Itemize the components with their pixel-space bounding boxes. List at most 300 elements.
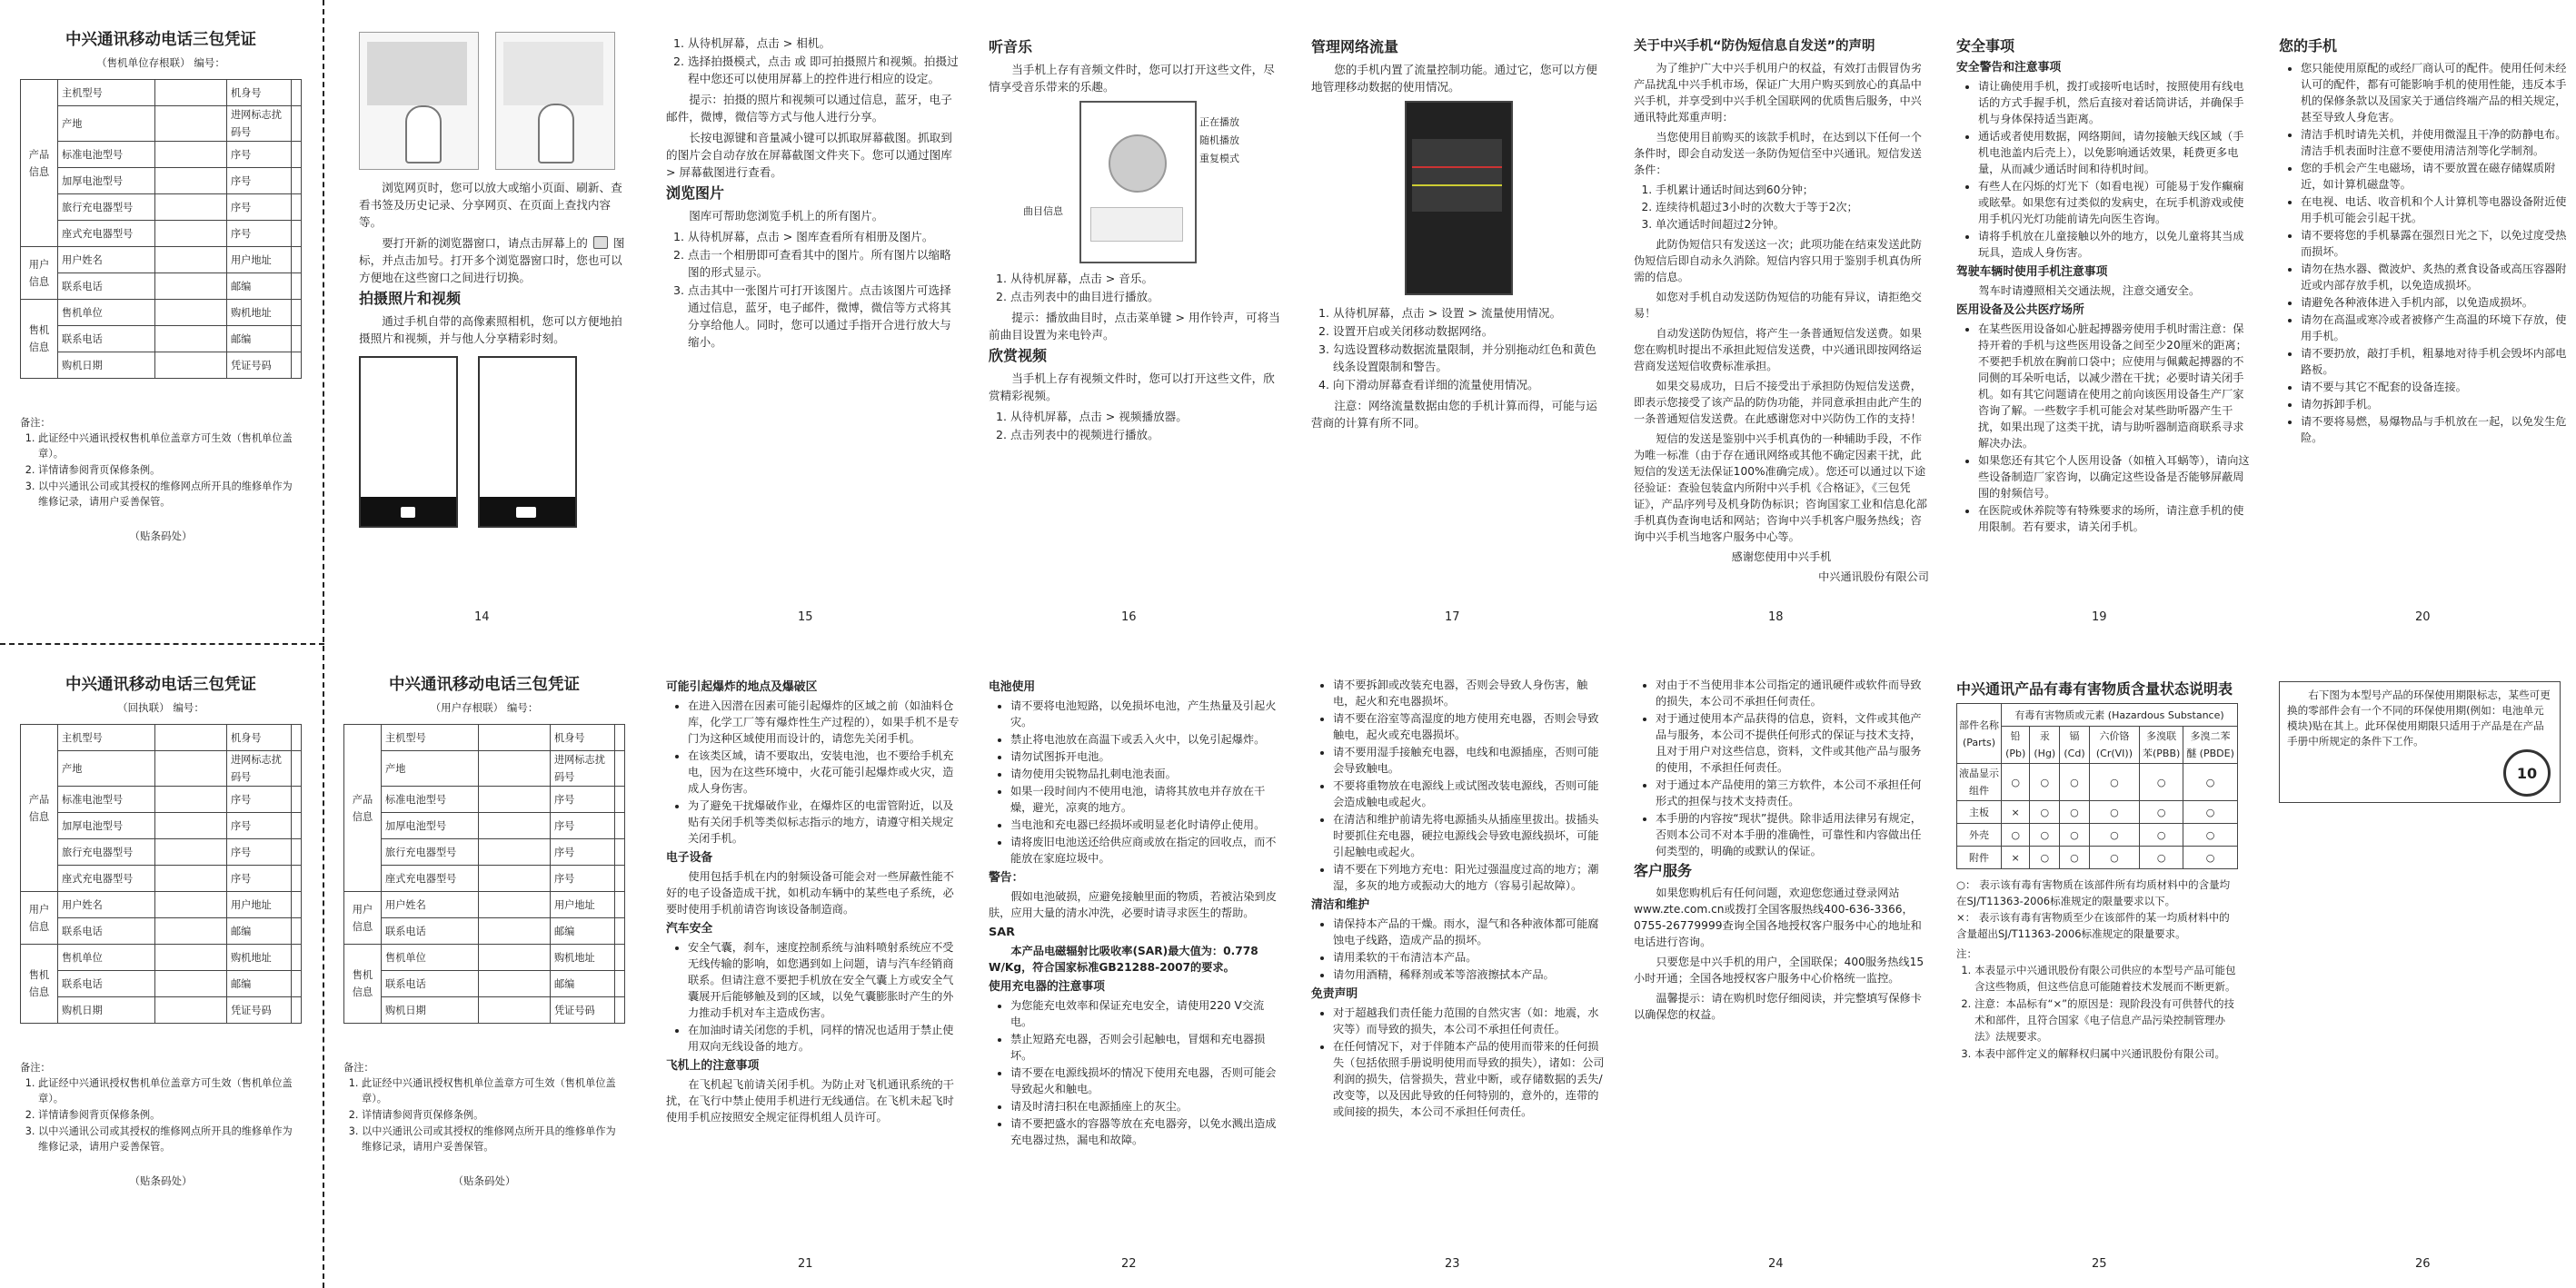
list-item: • 禁止短路充电器，否则会引起触电，冒烟和充电器损坏。 xyxy=(1010,1031,1284,1064)
card-field-label: 主机型号 xyxy=(382,725,479,751)
step-item: 3. 点击其中一张图片可打开该图片。点击该图片可选择通过信息，蓝牙，电子邮件，微博，微信等方式将其分享给他人。同时，您可以通过手指开合进行放大与缩小。 xyxy=(688,282,961,351)
card-field-label: 邮编 xyxy=(550,918,614,945)
list-item: • 请勿试图拆开电池。 xyxy=(1010,748,1284,765)
warranty-card-top xyxy=(20,32,302,545)
camera-screen-image xyxy=(359,356,458,528)
card-row xyxy=(21,866,302,892)
page-26 xyxy=(2279,681,2561,803)
card-title: 中兴通讯移动电话三包凭证 xyxy=(65,31,256,49)
card-field-value xyxy=(154,813,226,839)
card-field-value xyxy=(154,80,226,106)
data-usage-screenshot xyxy=(1405,101,1513,295)
label-track-info: 曲目信息 xyxy=(1023,205,1063,217)
music-player-figure xyxy=(989,101,1284,264)
substance-mark: ○ xyxy=(2030,801,2060,824)
card-note-title: 备注： xyxy=(343,1062,374,1074)
list-item: • 不要将重物放在电源线上或试图改装电源线，否则可能会造成触电或起火。 xyxy=(1333,778,1606,810)
cut-line-horizontal xyxy=(0,643,324,645)
warranty-card-user xyxy=(343,677,625,1190)
page-number: 25 xyxy=(2092,1257,2107,1271)
list-item: • 请勿在热水器、微波炉、炙热的煮食设备或高压容器附近或内部存放手机，以免造成损坏。 xyxy=(2301,261,2574,293)
card-field-value xyxy=(478,892,550,918)
hazard-note: 2. 注意：本品标有“×”的原因是：现阶段没有可供替代的技术和部件，且符合国家《电子信息产品污染控制管理办法》法规要求。 xyxy=(1974,996,2238,1045)
card-field-label: 标准电池型号 xyxy=(58,142,155,168)
card-field-value xyxy=(154,866,226,892)
card-field-label: 座式充电器型号 xyxy=(382,866,479,892)
list-item: • 您的手机会产生电磁场，请不要放置在磁存储媒质附近，如计算机磁盘等。 xyxy=(2301,160,2574,193)
part-name: 主板 xyxy=(1957,801,2002,824)
substance-mark: ○ xyxy=(2060,764,2089,801)
card-field-value xyxy=(291,839,301,866)
card-field-value xyxy=(291,326,301,352)
eco-period-number: 10 xyxy=(2516,764,2538,782)
list-item: • 请不要把盛水的容器等放在充电器旁，以免水溅出造成充电器过热，漏电和故障。 xyxy=(1010,1115,1284,1148)
card-row xyxy=(344,866,625,892)
card-field-label: 序号 xyxy=(226,866,291,892)
card-field-value xyxy=(478,997,550,1024)
card-field-label: 主机型号 xyxy=(58,80,155,106)
card-field-label: 产地 xyxy=(58,106,155,142)
list-item: • 在某些医用设备如心脏起搏器旁使用手机时需注意：保持开着的手机与这些医用设备之间至少20厘米的距离；不要把手机放在胸前口袋中；应使用与佩戴起搏器的不同侧的耳朵听电话，以减少潜在干扰；必要时请关闭手机。如有其它问题请在使用之前向该医用设备生产厂家咨询了解。一些数字手机可能会对某些助听器产生干扰，如果出现了这类干扰，请与助听器制造商联系寻求解决办法。 xyxy=(1978,321,2252,451)
card-field-label: 序号 xyxy=(550,866,614,892)
card-field-label: 产地 xyxy=(382,751,479,787)
card-row xyxy=(344,918,625,945)
card-field-label: 座式充电器型号 xyxy=(58,866,155,892)
list-item: • 在该类区域，请不要取出，安装电池，也不要给手机充电，因为在这些环境中，火花可能引起爆炸或火灾，造成人身伤害。 xyxy=(688,748,961,797)
card-field-value xyxy=(154,273,226,300)
card-note-title: 备注： xyxy=(20,417,51,429)
section-heading: 管理网络流量 xyxy=(1311,38,1399,55)
card-field-label: 序号 xyxy=(226,142,291,168)
card-note-title: 备注： xyxy=(20,1062,51,1074)
card-note: 2. 详情请参阅背页保修条例。 xyxy=(38,462,302,478)
page-24 xyxy=(1634,677,1929,1026)
card-field-label: 序号 xyxy=(226,194,291,221)
condition-item: 1. 手机累计通话时间达到60分钟； xyxy=(1656,182,1929,198)
card-field-value xyxy=(291,866,301,892)
card-field-value xyxy=(154,751,226,787)
card-field-value xyxy=(154,971,226,997)
card-field-value xyxy=(478,751,550,787)
sub-heading: 飞机上的注意事项 xyxy=(666,1059,760,1073)
card-row xyxy=(21,997,302,1024)
card-field-value xyxy=(614,892,624,918)
sar-paragraph: 本产品电磁辐射比吸收率(SAR)最大值为：0.778 W/Kg，符合国家标准GB21288-2007的要求。 xyxy=(989,945,1258,974)
card-field-label: 邮编 xyxy=(226,918,291,945)
card-field-label: 联系电话 xyxy=(58,971,155,997)
list-item: • 请勿用酒精，稀释剂或苯等溶液擦拭本产品。 xyxy=(1333,966,1606,983)
page-number: 20 xyxy=(2415,610,2431,624)
substance-column-header: 镉 (Cd) xyxy=(2060,727,2089,764)
card-field-label: 购机日期 xyxy=(382,997,479,1024)
page-number: 17 xyxy=(1445,610,1460,624)
eco-period-logo xyxy=(2503,749,2551,797)
substance-mark: ○ xyxy=(2183,801,2238,824)
browse-paragraph-2: 要打开新的浏览器窗口，请点击屏幕上的 图标，并点击加号。打开多个浏览器窗口时，您也可以方便地在这些窗口之间进行切换。 xyxy=(359,236,625,284)
part-name: 附件 xyxy=(1957,847,2002,869)
warranty-card-receipt xyxy=(20,677,302,1190)
substance-mark: ○ xyxy=(2060,824,2089,847)
list-item: • 您只能使用原配的或经厂商认可的配件。使用任何未经认可的配件，都有可能影响手机的使用性能，违反本手机的保修条款以及国家关于通信终端产品的相关规定，甚至导致人身危害。 xyxy=(2301,60,2574,125)
card-field-value xyxy=(614,945,624,971)
substance-mark: ○ xyxy=(2183,824,2238,847)
list-item: • 请不要拆卸或改装充电器，否则会导致人身伤害，触电，起火和充电器损坏。 xyxy=(1333,677,1606,709)
list-item: • 本手册的内容按“现状”提供。除非适用法律另有规定，否则本公司不对本手册的准确性，可靠性和内容做出任何类型的，明确的或默认的保证。 xyxy=(1656,810,1929,859)
barcode-area: （贴条码处） xyxy=(453,1174,516,1187)
card-field-label: 序号 xyxy=(226,813,291,839)
card-field-label: 售机单位 xyxy=(58,945,155,971)
page-16 xyxy=(989,35,1284,447)
card-field-value xyxy=(291,221,301,247)
card-note: 2. 详情请参阅背页保修条例。 xyxy=(362,1107,625,1123)
list-item: • 在加油时请关闭您的手机，同样的情况也适用于禁止使用双向无线设备的地方。 xyxy=(688,1022,961,1055)
list-item: • 请不要在电源线损坏的情况下使用充电器，否则可能会导致起火和触电。 xyxy=(1010,1065,1284,1097)
page-number: 26 xyxy=(2415,1257,2431,1271)
card-subtitle: （回执联） 编号： xyxy=(117,701,204,714)
section-heading: 客户服务 xyxy=(1634,862,1693,879)
list-item: • 对于通过本产品使用的第三方软件，本公司不承担任何形式的担保与技术支持责任。 xyxy=(1656,777,1929,809)
hazard-note-title: 注： xyxy=(1956,947,1977,960)
card-field-value xyxy=(614,787,624,813)
card-field-label: 座式充电器型号 xyxy=(58,221,155,247)
page-number: 23 xyxy=(1445,1257,1460,1271)
card-field-label: 机身号 xyxy=(226,725,291,751)
card-field-value xyxy=(478,839,550,866)
card-field-value xyxy=(291,997,301,1024)
list-item: • 请勿使用尖锐物品扎刺电池表面。 xyxy=(1010,766,1284,782)
card-field-label: 邮编 xyxy=(226,273,291,300)
page-number: 16 xyxy=(1121,610,1137,624)
card-note: 2. 详情请参阅背页保修条例。 xyxy=(38,1107,302,1123)
card-field-value xyxy=(291,725,301,751)
card-row xyxy=(21,945,302,971)
card-field-label: 机身号 xyxy=(226,80,291,106)
card-field-value xyxy=(291,751,301,787)
condition-item: 2. 连续待机超过3小时的次数大于等于2次； xyxy=(1656,199,1929,215)
sub-heading: 使用充电器的注意事项 xyxy=(989,980,1105,994)
paragraph: 使用包括手机在内的射频设备可能会对一些屏蔽性能不好的电子设备造成干扰，如机动车辆中的某些电子系统，必要时使用手机前请咨询该设备制造商。 xyxy=(666,870,954,916)
substance-mark: × xyxy=(2002,801,2030,824)
card-field-label: 序号 xyxy=(550,813,614,839)
list-item: • 在进入因潜在因素可能引起爆炸的区域之前（如油料仓库，化学工厂等有爆炸性生产过程的），如果手机不是专门为这种区域使用而设计的，请您先关闭手机。 xyxy=(688,698,961,747)
card-field-value xyxy=(478,787,550,813)
card-field-value xyxy=(154,300,226,326)
substance-mark: ○ xyxy=(2140,801,2183,824)
substance-mark: ○ xyxy=(2002,764,2030,801)
card-field-value xyxy=(478,725,550,751)
substance-mark: ○ xyxy=(2060,847,2089,869)
card-row xyxy=(21,892,302,918)
card-field-label: 用户姓名 xyxy=(58,247,155,273)
substance-column-header: 铅 (Pb) xyxy=(2002,727,2030,764)
tip-paragraph: 提示：播放曲目时，点击菜单键 > 用作铃声，可将当前曲目设置为来电铃声。 xyxy=(989,311,1280,342)
part-name: 液晶显示组件 xyxy=(1957,764,2002,801)
card-note: 1. 此证经中兴通讯授权售机单位盖章方可生效（售机单位盖章）。 xyxy=(38,431,302,461)
card-field-value xyxy=(478,866,550,892)
card-group-label: 产品信息 xyxy=(21,80,58,247)
card-field-label: 凭证号码 xyxy=(550,997,614,1024)
statement-paragraph: 此防伪短信只有发送这一次；此项功能在结束发送此防伪短信后即自动永久消除。短信内容只用于鉴别手机真伪所需的信息。 xyxy=(1634,238,1922,283)
substance-mark: ○ xyxy=(2089,847,2140,869)
card-field-label: 用户姓名 xyxy=(382,892,479,918)
card-field-label: 进网标志扰码号 xyxy=(550,751,614,787)
card-field-label: 加厚电池型号 xyxy=(58,168,155,194)
card-row xyxy=(21,352,302,379)
label-now-playing: 正在播放 xyxy=(1199,116,1239,128)
card-group-label: 售机信息 xyxy=(21,945,58,1024)
card-title: 中兴通讯移动电话三包凭证 xyxy=(65,676,256,694)
page-number: 18 xyxy=(1768,610,1784,624)
step-item: 1. 从待机屏幕，点击 > 设置 > 流量使用情况。 xyxy=(1333,304,1606,322)
substance-mark: ○ xyxy=(2089,801,2140,824)
substance-mark: ○ xyxy=(2089,824,2140,847)
card-field-label: 旅行充电器型号 xyxy=(58,839,155,866)
card-field-value xyxy=(154,918,226,945)
card-row xyxy=(21,300,302,326)
card-field-value xyxy=(291,168,301,194)
card-row xyxy=(21,80,302,106)
list-item: • 禁止将电池放在高温下或丢入火中，以免引起爆炸。 xyxy=(1010,731,1284,748)
card-field-value xyxy=(291,300,301,326)
hazard-row xyxy=(1957,801,2238,824)
list-item: • 请将废旧电池送还给供应商或放在指定的回收点，而不能放在家庭垃圾中。 xyxy=(1010,834,1284,867)
hazard-table-title: 中兴通讯产品有毒有害物质含量状态说明表 xyxy=(1956,680,2233,698)
card-field-label: 邮编 xyxy=(226,971,291,997)
card-field-value xyxy=(478,945,550,971)
part-name: 外壳 xyxy=(1957,824,2002,847)
pinch-gesture-image xyxy=(495,32,615,170)
card-field-label: 联系电话 xyxy=(58,326,155,352)
list-item: • 请保持本产品的干燥。雨水，湿气和各种液体都可能腐蚀电子线路，造成产品的损坏。 xyxy=(1333,916,1606,948)
card-field-value xyxy=(614,813,624,839)
paragraph: 温馨提示：请在购机时您仔细阅读，并完整填写保修卡以确保您的权益。 xyxy=(1634,992,1922,1021)
card-field-value xyxy=(154,326,226,352)
card-field-value xyxy=(291,352,301,379)
statement-paragraph: 当您使用目前购买的该款手机时，在达到以下任何一个条件时，即会自动发送一条防伪短信至中兴通讯。短信发送条件： xyxy=(1634,131,1922,176)
substance-mark: ○ xyxy=(2030,764,2060,801)
card-field-value xyxy=(614,725,624,751)
card-row xyxy=(21,142,302,168)
list-item: • 请不要用湿手接触充电器，电线和电源插座，否则可能会导致触电。 xyxy=(1333,744,1606,777)
list-item: • 如果您还有其它个人医用设备（如植入耳蜗等），请向这些设备制造厂家咨询，以确定这些设备是否能够屏蔽周围的射频信号。 xyxy=(1978,452,2252,501)
substance-mark: ○ xyxy=(2089,764,2140,801)
page-22 xyxy=(989,677,1284,1152)
card-note: 3. 以中兴通讯公司或其授权的维修网点所开具的维修单作为维修记录，请用户妥善保管。 xyxy=(38,1124,302,1154)
list-item: • 对由于不当使用非本公司指定的通讯硬件或软件而导致的损失，本公司不承担任何责任。 xyxy=(1656,677,1929,709)
card-group-label: 售机信息 xyxy=(21,300,58,379)
card-row xyxy=(21,971,302,997)
list-item: • 请及时清扫积在电源插座上的灰尘。 xyxy=(1010,1098,1284,1115)
statement-paragraph: 如果交易成功，日后不接受出于承担防伪短信发送费，即表示您接受了该产品的防伪功能，并同意承担由此产生的一条普通短信发送费。在此感谢您对中兴防伪工作的支持！ xyxy=(1634,380,1922,425)
list-item: • 请避免各种液体进入手机内部，以免造成损坏。 xyxy=(2301,294,2574,311)
card-field-value xyxy=(614,751,624,787)
card-row xyxy=(21,106,302,142)
list-item: • 请不要在浴室等高湿度的地方使用充电器，否则会导致触电，起火或充电器损坏。 xyxy=(1333,710,1606,743)
step-item: 2. 点击列表中的视频进行播放。 xyxy=(1010,426,1284,443)
list-item: • 清洁手机时请先关机，并使用微湿且干净的防静电布。清洁手机表面时注意不要使用清洁剂等化学制剂。 xyxy=(2301,126,2574,159)
card-field-value xyxy=(291,945,301,971)
card-field-value xyxy=(291,273,301,300)
substance-column-header: 多溴二苯醚 (PBDE) xyxy=(2183,727,2238,764)
card-field-label: 加厚电池型号 xyxy=(382,813,479,839)
sub-heading: 可能引起爆炸的地点及爆破区 xyxy=(666,680,818,694)
card-field-value xyxy=(154,194,226,221)
paragraph: 在飞机起飞前请关闭手机。为防止对飞机通讯系统的干扰，在飞行中禁止使用手机进行无线通信。在飞机未起飞时使用手机应按照安全规定征得机组人员许可。 xyxy=(666,1078,954,1124)
list-item: • 在任何情况下，对于伴随本产品的使用而带来的任何损失（包括依照手册说明使用而导致的损失），诸如：公司利润的损失，信誉损失，营业中断，或存储数据的丢失/改变等，以及因此导致的任何特别的，意外的，连带的或间接的损失，本公司不承担任何责任。 xyxy=(1333,1038,1606,1120)
list-item: • 请不要将电池短路，以免损坏电池，产生热量及引起火灾。 xyxy=(1010,698,1284,730)
list-item: • 请让确使用手机，拨打或接听电话时，按照使用有线电话的方式手握手机，然后直接对着话筒讲话，并确保手机与身体保持适当距离。 xyxy=(1978,78,2252,127)
list-item: • 请将手机放在儿童接触以外的地方，以免儿童将其当成玩具，造成人身伤害。 xyxy=(1978,228,2252,261)
section-heading: 关于中兴手机“防伪短信息自发送”的声明 xyxy=(1634,39,1875,54)
substance-mark: ○ xyxy=(2183,764,2238,801)
label-shuffle: 随机播放 xyxy=(1199,134,1239,146)
list-item: • 为了避免干扰爆破作业，在爆炸区的电雷管附近，以及贴有关闭手机等类似标志指示的地方，请遵守相关规定关闭手机。 xyxy=(688,798,961,847)
card-field-label: 产地 xyxy=(58,751,155,787)
card-row xyxy=(21,194,302,221)
card-row xyxy=(21,326,302,352)
music-player-image xyxy=(1079,101,1197,263)
hazard-note: 1. 本表显示中兴通讯股份有限公司供应的本型号产品可能包含这些物质，但这些信息可能随着技术发展而不断更新。 xyxy=(1974,962,2238,995)
card-field-value xyxy=(478,918,550,945)
parts-header: 部件名称 (Parts) xyxy=(1957,704,2002,764)
note-paragraph: 注意：网络流量数据由您的手机计算而得，可能与运营商的计算有所不同。 xyxy=(1311,399,1597,430)
list-item: • 请不要与其它不配套的设备连接。 xyxy=(2301,379,2574,395)
step-item: 2. 点击一个相册即可查看其中的图片。所有图片以缩略图的形式显示。 xyxy=(688,246,961,281)
substance-mark: ○ xyxy=(2002,824,2030,847)
hazard-row xyxy=(1957,764,2238,801)
statement-paragraph: 自动发送防伪短信，将产生一条普通短信发送费。如果您在购机时提出不承担此短信发送费，中兴通讯即按网络运营商发送短信收费标准承担。 xyxy=(1634,327,1922,372)
card-row xyxy=(344,725,625,751)
hazard-table xyxy=(1956,703,2238,869)
card-row xyxy=(21,247,302,273)
card-table xyxy=(20,79,302,379)
card-field-label: 序号 xyxy=(226,168,291,194)
statement-paragraph: 短信的发送是鉴别中兴手机真伪的一种辅助手段，不作为唯一标准（由于存在通讯网络或其他不确定因素干扰，此短信的发送无法保证100%准确完成）。您还可以通过以下途径验证：查验包装盒内所附中兴手机《合格证》，《三包凭证》，产品序列号及机身防伪标识；咨询国家工业和信息化部手机真伪查询电话和网站；咨询中兴手机客户服务热线；咨询中兴手机当地客户服务中心等。 xyxy=(1634,432,1927,543)
list-item: • 如果一段时间内不使用电池，请将其放电并存放在干燥，避光，凉爽的地方。 xyxy=(1010,783,1284,816)
card-group-label: 用户信息 xyxy=(344,892,382,945)
substance-mark: × xyxy=(2002,847,2030,869)
card-row xyxy=(21,813,302,839)
page-number: 15 xyxy=(798,610,813,624)
card-row xyxy=(21,839,302,866)
card-row xyxy=(21,273,302,300)
page-number: 14 xyxy=(474,610,490,624)
card-note: 3. 以中兴通讯公司或其授权的维修网点所开具的维修单作为维修记录，请用户妥善保管。 xyxy=(362,1124,625,1154)
page-number: 21 xyxy=(798,1257,813,1271)
step-item: 2. 点击列表中的曲目进行播放。 xyxy=(1010,288,1284,305)
card-field-label: 进网标志扰码号 xyxy=(226,751,291,787)
company-signature: 中兴通讯股份有限公司 xyxy=(1818,570,1929,583)
card-field-label: 用户地址 xyxy=(550,892,614,918)
hazard-note: 3. 本表中部件定义的解释权归属中兴通讯股份有限公司。 xyxy=(1974,1045,2238,1062)
card-field-label: 购机地址 xyxy=(226,300,291,326)
list-item: • 请勿拆卸手机。 xyxy=(2301,396,2574,412)
card-field-value xyxy=(154,106,226,142)
substance-header: 有毒有害物质或元素 (Hazardous Substance) xyxy=(2002,704,2238,727)
list-item: • 请不要将您的手机暴露在强烈日光之下，以免过度受热而损坏。 xyxy=(2301,227,2574,260)
music-intro: 当手机上存有音频文件时，您可以打开这些文件，尽情享受音乐带来的乐趣。 xyxy=(989,63,1275,94)
warning-heading: 警告： xyxy=(989,871,1024,885)
thanks-line: 感谢您使用中兴手机 xyxy=(1731,550,1832,563)
card-row xyxy=(21,787,302,813)
card-row xyxy=(344,813,625,839)
card-row xyxy=(344,971,625,997)
card-row xyxy=(344,839,625,866)
card-field-label: 序号 xyxy=(226,221,291,247)
card-field-label: 联系电话 xyxy=(58,918,155,945)
card-row xyxy=(21,221,302,247)
card-field-label: 购机日期 xyxy=(58,352,155,379)
barcode-area: （贴条码处） xyxy=(129,1174,193,1187)
card-field-label: 标准电池型号 xyxy=(58,787,155,813)
card-note: 1. 此证经中兴通讯授权售机单位盖章方可生效（售机单位盖章）。 xyxy=(362,1075,625,1106)
card-group-label: 用户信息 xyxy=(21,247,58,300)
card-field-value xyxy=(154,787,226,813)
substance-mark: ○ xyxy=(2140,824,2183,847)
card-field-label: 凭证号码 xyxy=(226,352,291,379)
card-note: 3. 以中兴通讯公司或其授权的维修网点所开具的维修单作为维修记录，请用户妥善保管。 xyxy=(38,479,302,510)
legend-cross: ×： 表示该有毒有害物质至少在该部件的某一均质材料中的含量超出SJ/T11363-2006标准规定的限量要求。 xyxy=(1956,911,2230,940)
list-item: • 请不要将易燃，易爆物品与手机放在一起，以免发生危险。 xyxy=(2301,413,2574,446)
card-field-value xyxy=(291,194,301,221)
eco-notice-box xyxy=(2279,681,2561,803)
card-field-label: 售机单位 xyxy=(382,945,479,971)
card-field-value xyxy=(291,142,301,168)
list-item: • 请不要扔放，敲打手机，粗暴地对待手机会毁坏内部电路板。 xyxy=(2301,345,2574,378)
card-field-label: 旅行充电器型号 xyxy=(58,194,155,221)
list-item: • 安全气囊，刹车，速度控制系统与油料喷射系统应不受无线传输的影响，如您遇到如上问题，请与汽车经销商联系。但请注意不要把手机放在安全气囊上方或安全气囊展开后能够触及到的区域，以免气囊膨胀时产生的外力推动手机对车主造成伤害。 xyxy=(688,939,961,1021)
list-item: • 在电视、电话、收音机和个人计算机等电器设备附近使用手机可能会引起干扰。 xyxy=(2301,193,2574,226)
sar-heading: SAR xyxy=(989,926,1015,939)
card-field-label: 联系电话 xyxy=(382,971,479,997)
list-item: • 为您能充电效率和保证充电安全，请使用220 V交流电。 xyxy=(1010,997,1284,1030)
card-field-value xyxy=(291,813,301,839)
card-field-label: 序号 xyxy=(550,839,614,866)
list-item: • 对于通过使用本产品获得的信息，资料，文件或其他产品与服务，本公司不提供任何形式的保证与技术支持，且对于用户对这些信息，资料，文件或其他产品与服务的使用，不承担任何责任。 xyxy=(1656,710,1929,776)
page-23 xyxy=(1311,677,1606,1124)
step-item: 4. 向下滑动屏幕查看详细的流量使用情况。 xyxy=(1333,376,1606,393)
substance-column-header: 六价铬 (Cr(VI)) xyxy=(2089,727,2140,764)
browser-screenshot-image xyxy=(359,32,479,170)
list-item: • 请勿在高温或寒冷或者被修产生高温的环境下存放，使用手机。 xyxy=(2301,312,2574,344)
sub-heading: 汽车安全 xyxy=(666,922,713,936)
card-field-value xyxy=(614,918,624,945)
card-field-label: 用户姓名 xyxy=(58,892,155,918)
card-field-value xyxy=(154,168,226,194)
photo-paragraph: 通过手机自带的高像素照相机，您可以方便地拍摄照片和视频，并与他人分享精彩时刻。 xyxy=(359,314,622,345)
section-heading: 安全事项 xyxy=(1956,37,2015,54)
gallery-intro: 图库可帮助您浏览手机上的所有图片。 xyxy=(689,209,884,223)
step-item: 2. 设置开启或关闭移动数据网络。 xyxy=(1333,322,1606,340)
card-field-value xyxy=(291,787,301,813)
card-field-label: 用户地址 xyxy=(226,247,291,273)
card-row xyxy=(21,918,302,945)
section-heading: 拍摄照片和视频 xyxy=(359,290,462,307)
hazard-legend xyxy=(1956,877,2238,1062)
browse-paragraph: 浏览网页时，您可以放大或缩小页面、刷新、查看书签及历史记录、分享网页、在页面上查找内容等。 xyxy=(359,181,622,229)
paragraph: 如果您购机后有任何问题，欢迎您您通过登录网站www.zte.com.cn或拨打全国客服热线400-636-3366，0755-26779999查询全国各地授权客户服务中心的地址和电话进行咨询。 xyxy=(1634,887,1922,948)
card-field-value xyxy=(154,352,226,379)
card-field-value xyxy=(154,142,226,168)
card-row xyxy=(344,751,625,787)
list-item: • 在清洁和维护前请先将电源插头从插座里拔出。拔插头时要抓住充电器，硬拉电源线会导致电源线损坏，可能引起触电或起火。 xyxy=(1333,811,1606,860)
substance-mark: ○ xyxy=(2060,801,2089,824)
card-field-label: 序号 xyxy=(226,787,291,813)
statement-paragraph: 如您对手机自动发送防伪短信的功能有异议，请拒绝交易！ xyxy=(1634,291,1922,320)
card-field-value xyxy=(154,221,226,247)
card-field-label: 购机地址 xyxy=(550,945,614,971)
step-item: 1. 从待机屏幕，点击 > 视频播放器。 xyxy=(1010,408,1284,425)
